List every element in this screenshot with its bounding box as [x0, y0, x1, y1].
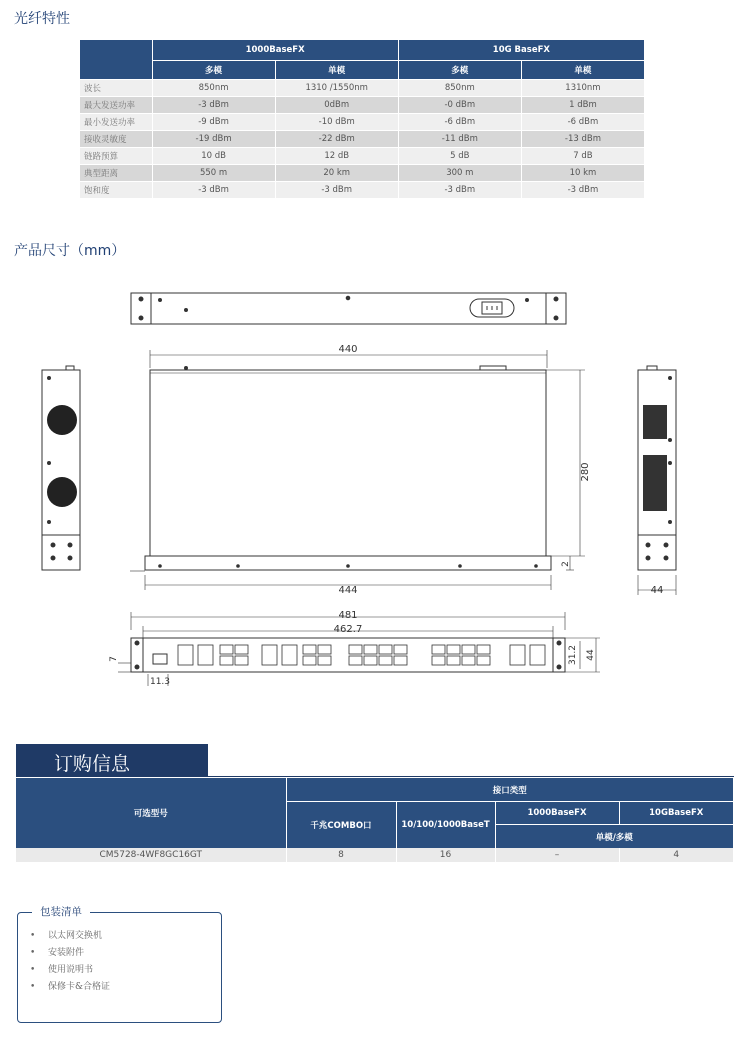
bullet-icon: • — [30, 965, 36, 975]
packing-list-title: 包装清单 — [32, 904, 90, 919]
order-combo-cell: 8 — [286, 848, 396, 862]
packing-item-label: 使用说明书 — [48, 965, 94, 975]
fiber-table-row — [80, 131, 645, 148]
fiber-value-cell: -19 dBm — [152, 131, 275, 148]
rj45-port — [318, 645, 331, 654]
packing-list-item — [30, 928, 110, 945]
rj45-port — [394, 656, 407, 665]
fiber-table-row — [80, 80, 645, 97]
fiber-value-cell: 20 km — [275, 165, 398, 182]
rj45-port — [462, 656, 475, 665]
fiber-group-header-row — [80, 40, 645, 61]
fiber-mode-header: 单模 — [521, 61, 644, 80]
rj45-port — [303, 656, 316, 665]
fiber-value-cell: -3 dBm — [152, 97, 275, 114]
packing-item-label: 以太网交换机 — [48, 931, 103, 941]
rj45-port — [379, 645, 392, 654]
fiber-table-row — [80, 182, 645, 199]
dim-label-31: 31.2 — [568, 644, 578, 666]
rj45-port — [318, 656, 331, 665]
sfp-port — [510, 645, 525, 665]
fiber-value-cell: -6 dBm — [398, 114, 521, 131]
fiber-mode-header: 单模 — [275, 61, 398, 80]
order-col-1000fx: 1000BaseFX — [495, 802, 619, 825]
fiber-value-cell: -3 dBm — [398, 182, 521, 199]
fiber-row-label: 饱和度 — [80, 182, 152, 199]
fiber-value-cell: 10 km — [521, 165, 644, 182]
fiber-group-10g: 10G BaseFX — [398, 40, 644, 61]
fiber-value-cell: -9 dBm — [152, 114, 275, 131]
order-col-combo: 千兆COMBO口 — [286, 802, 396, 849]
fiber-row-label: 波长 — [80, 80, 152, 97]
fiber-row-label: 典型距离 — [80, 165, 152, 182]
fiber-row-label: 链路预算 — [80, 148, 152, 165]
order-1000fx-cell: – — [495, 848, 619, 862]
fiber-value-cell: -3 dBm — [152, 182, 275, 199]
fiber-value-cell: -13 dBm — [521, 131, 644, 148]
rj45-port — [447, 656, 460, 665]
vent-slots-top — [643, 405, 667, 439]
fiber-value-cell: 1 dBm — [521, 97, 644, 114]
fiber-mode-header-row — [80, 61, 645, 80]
rj45-port — [394, 645, 407, 654]
fiber-group-1000: 1000BaseFX — [152, 40, 398, 61]
fiber-table-row — [80, 165, 645, 182]
order-col-mode: 单模/多模 — [495, 825, 734, 849]
fiber-row-label: 最大发送功率 — [80, 97, 152, 114]
rj45-port — [235, 645, 248, 654]
dimensions-section-title: 产品尺寸（mm） — [14, 243, 126, 259]
rj45-port — [349, 656, 362, 665]
fiber-value-cell: 5 dB — [398, 148, 521, 165]
bullet-icon: • — [30, 948, 36, 958]
fiber-value-cell: 10 dB — [152, 148, 275, 165]
dim-label-440: 440 — [338, 344, 358, 355]
dim-label-2: 2 — [561, 561, 571, 567]
rj45-port — [432, 656, 445, 665]
order-col-interface: 接口类型 — [286, 778, 734, 802]
fiber-mode-header: 多模 — [152, 61, 275, 80]
dim-label-front-44: 44 — [586, 649, 596, 661]
order-col-copper: 10/100/1000BaseT — [396, 802, 495, 849]
rj45-port — [447, 645, 460, 654]
fiber-value-cell: 550 m — [152, 165, 275, 182]
right-side-view-drawing — [638, 366, 676, 595]
packing-list-item — [30, 979, 110, 996]
fiber-value-cell: 7 dB — [521, 148, 644, 165]
dim-label-280: 280 — [580, 462, 591, 482]
rj45-port — [477, 645, 490, 654]
fiber-value-cell: 850nm — [152, 80, 275, 97]
fiber-value-cell: 0dBm — [275, 97, 398, 114]
rj45-port — [364, 656, 377, 665]
packing-list-item — [30, 962, 110, 979]
dim-label-7: 7 — [109, 656, 119, 662]
order-section-title: 订购信息 — [54, 752, 131, 775]
fiber-value-cell: 1310 /1550nm — [275, 80, 398, 97]
order-model-cell: CM5728-4WF8GC16GT — [16, 848, 286, 862]
bullet-icon: • — [30, 982, 36, 992]
order-col-model: 可选型号 — [16, 778, 286, 849]
sfp-port — [282, 645, 297, 665]
fiber-table-row — [80, 148, 645, 165]
fan-grille-bottom — [47, 477, 77, 507]
rj45-port — [462, 645, 475, 654]
fiber-value-cell: 1310nm — [521, 80, 644, 97]
sfp-port — [198, 645, 213, 665]
fiber-mode-header: 多模 — [398, 61, 521, 80]
order-section-banner — [16, 744, 208, 780]
rj45-port — [364, 645, 377, 654]
fiber-value-cell: -0 dBm — [398, 97, 521, 114]
rj45-port — [379, 656, 392, 665]
front-view-drawing — [118, 612, 600, 686]
fan-grille-top — [47, 405, 77, 435]
rj45-port — [220, 645, 233, 654]
front-port-modules — [178, 645, 545, 665]
rj45-port — [432, 645, 445, 654]
fiber-corner-cell — [80, 40, 152, 80]
sfp-port — [178, 645, 193, 665]
packing-item-label: 安装附件 — [48, 948, 85, 958]
rear-view-drawing — [131, 293, 566, 324]
rj45-port — [349, 645, 362, 654]
fiber-spec-table — [80, 40, 645, 198]
rj45-port — [220, 656, 233, 665]
vent-slots-bottom — [643, 455, 667, 511]
fiber-value-cell: -22 dBm — [275, 131, 398, 148]
fiber-table-row — [80, 97, 645, 114]
rj45-port — [303, 645, 316, 654]
fiber-value-cell: 300 m — [398, 165, 521, 182]
packing-list — [30, 928, 110, 996]
fiber-value-cell: -10 dBm — [275, 114, 398, 131]
fiber-value-cell: 850nm — [398, 80, 521, 97]
dim-label-481: 481 — [338, 610, 358, 621]
sfp-port — [262, 645, 277, 665]
rj45-port — [477, 656, 490, 665]
order-10g-cell: 4 — [619, 848, 734, 862]
dim-label-side-44: 44 — [650, 585, 664, 596]
fiber-section-title: 光纤特性 — [14, 11, 70, 27]
order-copper-cell: 16 — [396, 848, 495, 862]
fiber-value-cell: -3 dBm — [275, 182, 398, 199]
order-info-table — [16, 777, 734, 862]
packing-list-item — [30, 945, 110, 962]
fiber-value-cell: -6 dBm — [521, 114, 644, 131]
fiber-value-cell: -11 dBm — [398, 131, 521, 148]
fiber-row-label: 接收灵敏度 — [80, 131, 152, 148]
order-row — [16, 848, 734, 862]
fiber-table-row — [80, 114, 645, 131]
order-col-10g: 10GBaseFX — [619, 802, 734, 825]
dim-label-462: 462.7 — [333, 624, 363, 635]
fiber-value-cell: -3 dBm — [521, 182, 644, 199]
bullet-icon: • — [30, 931, 36, 941]
packing-item-label: 保修卡&合格证 — [48, 982, 111, 992]
dim-label-444: 444 — [338, 585, 358, 596]
dim-label-11: 11.3 — [149, 677, 171, 687]
fiber-value-cell: 12 dB — [275, 148, 398, 165]
left-side-view-drawing — [42, 366, 80, 570]
fiber-row-label: 最小发送功率 — [80, 114, 152, 131]
top-view-drawing — [130, 350, 585, 590]
rj45-port — [235, 656, 248, 665]
sfp-port — [530, 645, 545, 665]
